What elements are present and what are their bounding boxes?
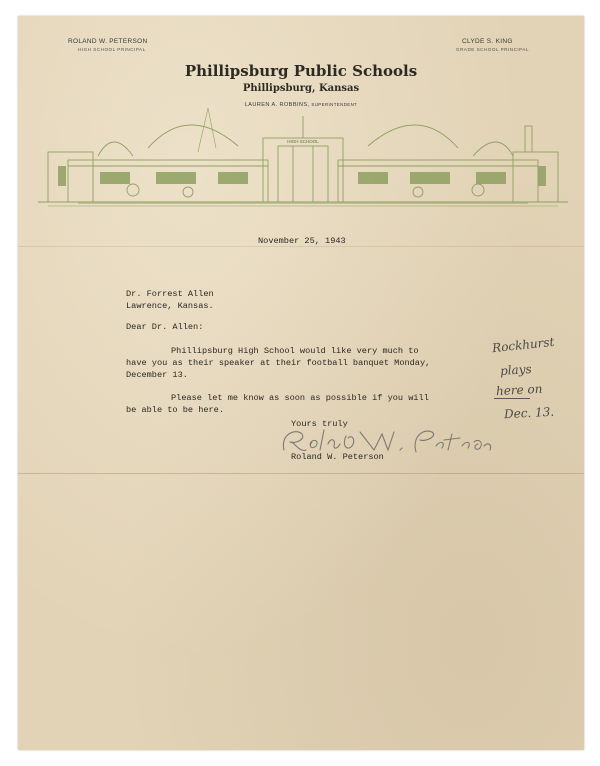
school-city: Phillipsburg, Kansas [242, 83, 360, 94]
paragraph-1-line-3: December 13. [126, 370, 188, 380]
high-school-principal-title: HIGH SCHOOL PRINCIPAL [78, 47, 146, 52]
annotation-line-4: Dec. 13. [503, 404, 555, 422]
letter-sheet [18, 16, 584, 750]
superintendent-name: LAUREN A. ROBBINS, [244, 102, 310, 108]
school-building-illustration [38, 108, 568, 208]
superintendent-title: SUPERINTENDENT [311, 102, 358, 107]
building-sign: HIGH SCHOOL [287, 139, 319, 144]
recipient-name: Dr. Forrest Allen [126, 289, 214, 299]
recipient-city: Lawrence, Kansas. [126, 301, 214, 311]
high-school-principal-name: ROLAND W. PETERSON [68, 38, 148, 45]
annotation-line-1: Rockhurst [491, 334, 555, 356]
paragraph-1-line-2: have you as their speaker at their football banquet Monday, [126, 358, 431, 368]
paragraph-2-line-2: be able to be here. [126, 405, 224, 415]
school-name: Phillipsburg Public Schools [184, 62, 418, 80]
annotation-underline [494, 398, 530, 399]
salutation: Dear Dr. Allen: [126, 322, 204, 332]
letter-date: November 25, 1943 [258, 236, 346, 246]
paragraph-1-line-1: Phillipsburg High School would like very much to [171, 346, 419, 356]
grade-school-principal-title: GRADE SCHOOL PRINCIPAL [456, 47, 530, 52]
annotation-line-3: here on [495, 381, 543, 399]
fold-crease [18, 473, 584, 474]
annotation-line-2: plays [499, 361, 533, 379]
closing: Yours truly [291, 419, 348, 429]
paragraph-2-line-1: Please let me know as soon as possible if you will [171, 393, 429, 403]
signer-name: Roland W. Peterson [291, 452, 384, 462]
grade-school-principal-name: CLYDE S. KING [462, 38, 513, 45]
